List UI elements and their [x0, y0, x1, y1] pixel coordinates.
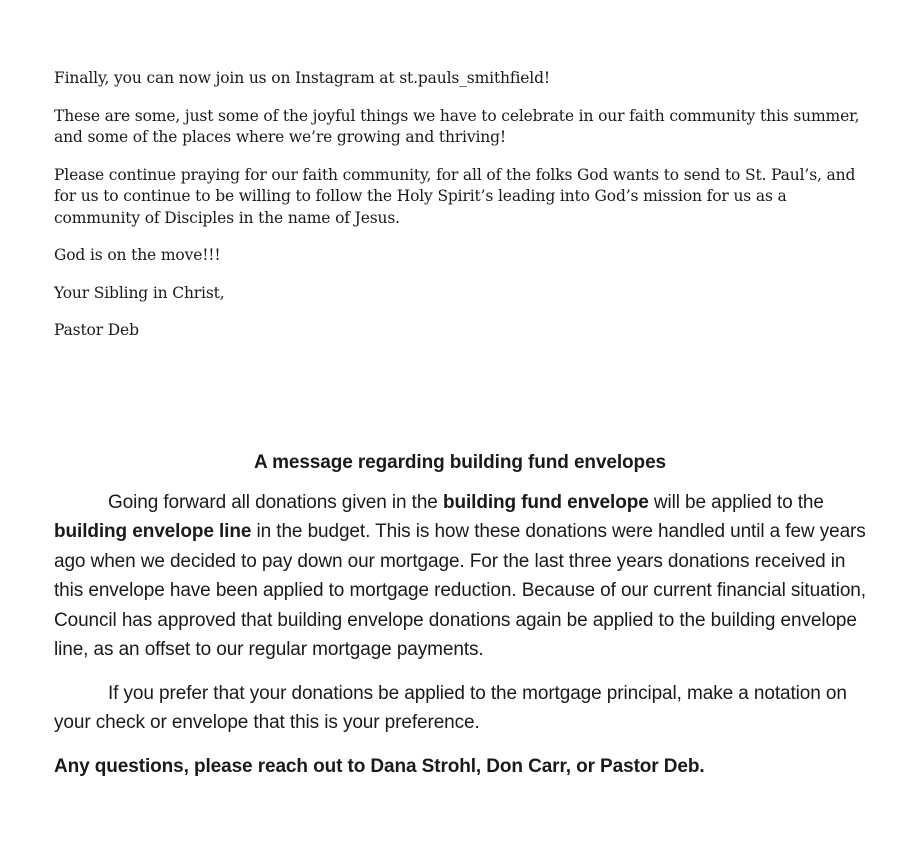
notice-text-1: Going forward all donations given in the [108, 491, 443, 513]
instagram-paragraph: Finally, you can now join us on Instagram at st.pauls_smithfield! [54, 69, 550, 87]
signature-name: Pastor Deb [54, 321, 139, 339]
prayer-paragraph: Please continue praying for our faith community, for all of the folks God wants to send to St. Paul’s, and for us to continue to be willing to follow the Holy Spirit’s leading into God’s mission for us as a community of Disciples in the name of Jesus. [54, 165, 856, 227]
notice-heading: A message regarding building fund envelopes [253, 452, 666, 473]
notice-paragraph-2: If you prefer that your donations be applied to the mortgage principal, make a notation on your check or envelope that this is your preference. [54, 682, 847, 733]
sign-off: Your Sibling in Christ, [54, 283, 225, 302]
celebration-paragraph: These are some, just some of the joyful things we have to celebrate in our faith community this summer, and some of the places where we’re growing and thriving! [54, 106, 860, 146]
exclamation-line: God is on the move!!! [54, 246, 221, 264]
pastor-letter [54, 68, 866, 358]
building-envelope-line-term: building envelope line [54, 521, 252, 542]
notice-paragraph-1 [54, 488, 866, 665]
notice-contacts: Any questions, please reach out to Dana Strohl, Don Carr, or Pastor Deb. [54, 755, 705, 777]
building-fund-envelope-term: building fund envelope [442, 491, 649, 513]
notice-text-3: in the budget. This is how these donations were handled until a few years ago when we decided to pay down our mortgage. For the last three years donations received in this envelope have been applied to mortgage reduction. Because of our current financial situation, Council has approved that building envelope donations again be applied to the building envelope line, as an offset to our regular mortgage payments. [54, 521, 866, 660]
notice-text-2: will be applied to the [648, 491, 824, 513]
building-fund-notice [54, 448, 866, 795]
